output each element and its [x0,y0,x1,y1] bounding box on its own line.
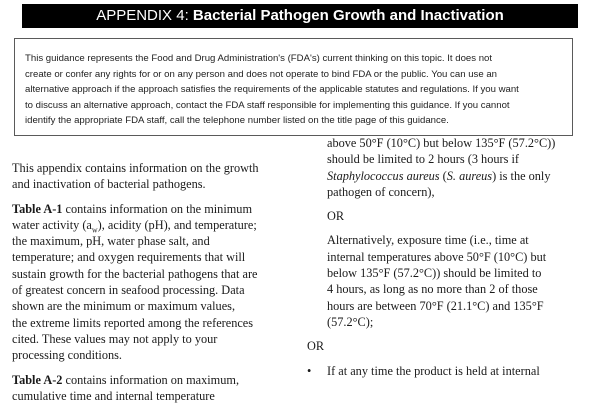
table-a1-line [12,201,297,217]
table-a1-line: processing conditions. [12,348,122,363]
table-a2-text: contains information on maximum, [62,372,240,387]
guidance-line: identify the appropriate FDA staff, call the telephone number listed on the title page of this guidance. [25,115,449,127]
left-column [12,160,297,404]
table-a1-line: the maximum, pH, water phase salt, and [12,234,210,249]
table-a1-line: cited. These values may not apply to your [12,331,218,346]
alternative-line: internal temperatures above 50°F (10°C) but [327,249,547,264]
table-a1-line: sustain growth for the bacterial pathogens that are [12,266,258,281]
bullet-item [307,363,592,379]
exposure-line: above 50°F (10°C) but below 135°F (57.2°C)) [327,136,556,150]
table-a2-line: cumulative time and internal temperature [12,388,215,403]
table-a1-line: shown are the minimum or maximum values, [12,299,236,314]
appendix-label: APPENDIX 4: [96,7,193,24]
table-a1-line [12,217,297,233]
guidance-disclaimer-box [14,38,573,136]
alternative-line: Alternatively, exposure time (i.e., time at [327,233,529,248]
guidance-line: to discuss an alternative approach, contact the FDA staff responsible for implementing this guidance. If you cannot [25,99,510,111]
appendix-title-banner [22,4,578,28]
bullet-icon: • [307,363,312,378]
alternative-line: below 135°F (57.2°C)) should be limited to [327,266,542,281]
acidity-text: ), acidity (pH), and temperature; [97,217,257,232]
guidance-line: create or confer any rights for or on any person and does not operate to bind FDA or the public. You can use an [25,68,497,80]
intro-line: This appendix contains information on the growth [12,161,259,175]
paren-open: ( [439,168,447,183]
alternative-line: 4 hours, as long as no more than 2 of those [327,282,538,297]
water-activity-text: water activity (a [12,217,92,232]
exposure-line: should be limited to 2 hours (3 hours if [327,152,519,167]
appendix-title: Bacterial Pathogen Growth and Inactivation [192,7,504,24]
intro-line: and inactivation of bacterial pathogens. [12,177,206,192]
exposure-text: ) is the only [492,168,551,183]
or-separator: OR [327,209,345,224]
table-a2-line [12,372,297,388]
table-a1-line: of greatest concern in seafood processing. Data [12,283,245,298]
table-a1-text: contains information on the minimum [62,201,253,216]
organism-name: Staphylococcus aureus [327,168,440,183]
alternative-line: (57.2°C); [327,314,374,329]
water-activity-subscript: w [91,225,98,235]
exposure-line [307,168,592,184]
bullet-text: If at any time the product is held at internal [327,363,540,378]
alternative-line: hours are between 70°F (21.1°C) and 135°F [327,298,544,313]
or-separator: OR [307,339,325,354]
exposure-line: pathogen of concern), [327,184,435,199]
organism-abbrev: S. aureus [446,168,493,183]
table-a1-label: Table A-1 [12,201,63,216]
guidance-line: alternative approach if the approach satisfies the requirements of the applicable statutes and regulations. If you want [25,84,519,96]
table-a1-line: temperature; and oxygen requirements that will [12,250,246,265]
guidance-line: This guidance represents the Food and Drug Administration's (FDA's) current thinking on this topic. It does not [25,53,493,64]
table-a2-label: Table A-2 [12,372,63,387]
right-column [307,135,592,379]
table-a1-line: the extreme limits reported among the references [12,315,254,330]
